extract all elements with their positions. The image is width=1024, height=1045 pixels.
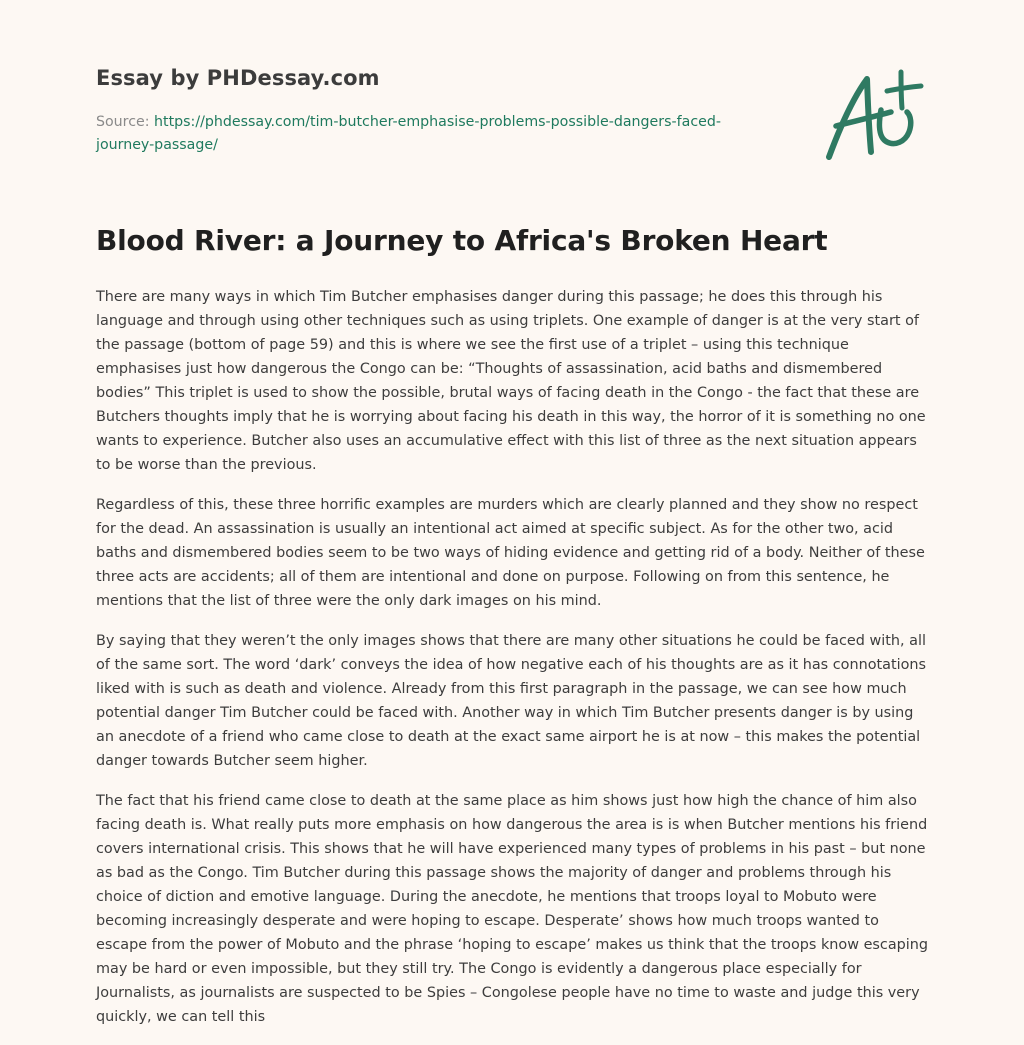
a-plus-logo-icon (821, 68, 925, 164)
site-brand: Essay by PHDessay.com (96, 66, 380, 90)
essay-title: Blood River: a Journey to Africa's Broken Heart (96, 224, 828, 257)
essay-body (96, 285, 932, 1045)
source-link[interactable]: https://phdessay.com/tim-butcher-emphasise-problems-possible-dangers-faced-journey-passage/ (96, 114, 721, 153)
essay-paragraph: Regardless of this, these three horrific examples are murders which are clearly planned and they show no respect for the dead. An assassination is usually an intentional act aimed at specific subject. As for the other two, acid baths and dismembered bodies seem to be two ways of hiding evidence and getting rid of a body. Neither of these three acts are accidents; all of them are intentional and done on purpose. Following on from this sentence, he mentions that the list of three were the only dark images on his mind. (96, 497, 925, 609)
essay-paragraph: By saying that they weren’t the only images shows that there are many other situations he could be faced with, all of the same sort. The word ‘dark’ conveys the idea of how negative each of his thoughts are as it has connotations liked with is such as death and violence. Already from this first paragraph in the passage, we can see how much potential danger Tim Butcher could be faced with. Another way in which Tim Butcher presents danger is by using an anecdote of a friend who came close to death at the exact same airport he is at now – this makes the potential danger towards Butcher seem higher. (96, 633, 927, 769)
essay-paragraph: The fact that his friend came close to death at the same place as him shows just how high the chance of him also facing death is. What really puts more emphasis on how dangerous the area is is when Butcher mentions his friend covers international crisis. This shows that he will have experienced many types of problems in his past – but none as bad as the Congo. Tim Butcher during this passage shows the majority of danger and problems through his choice of diction and emotive language. During the anecdote, he mentions that troops loyal to Mobuto were becoming increasingly desperate and were hoping to escape. Desperate’ shows how much troops wanted to escape from the power of Mobuto and the phrase ‘hoping to escape’ makes us think that the troops know escaping may be hard or even impossible, but they still try. The Congo is evidently a dangerous place especially for Journalists, as journalists are suspected to be Spies – Congolese people have no time to waste and judge this very quickly, we can tell this (96, 793, 929, 1025)
essay-paragraph: There are many ways in which Tim Butcher emphasises danger during this passage; he does this through his language and through using other techniques such as using triplets. One example of danger is at the very start of the passage (bottom of page 59) and this is where we see the first use of a triplet – using this technique emphasises just how dangerous the Congo can be: “Thoughts of assassination, acid baths and dismembered bodies” This triplet is used to show the possible, brutal ways of facing death in the Congo - the fact that these are Butchers thoughts imply that he is worrying about facing his death in this way, the horror of it is something no one wants to experience. Butcher also uses an accumulative effect with this list of three as the next situation appears to be worse than the previous. (96, 289, 926, 473)
source-label: Source: (96, 114, 155, 130)
source-line (96, 111, 776, 157)
